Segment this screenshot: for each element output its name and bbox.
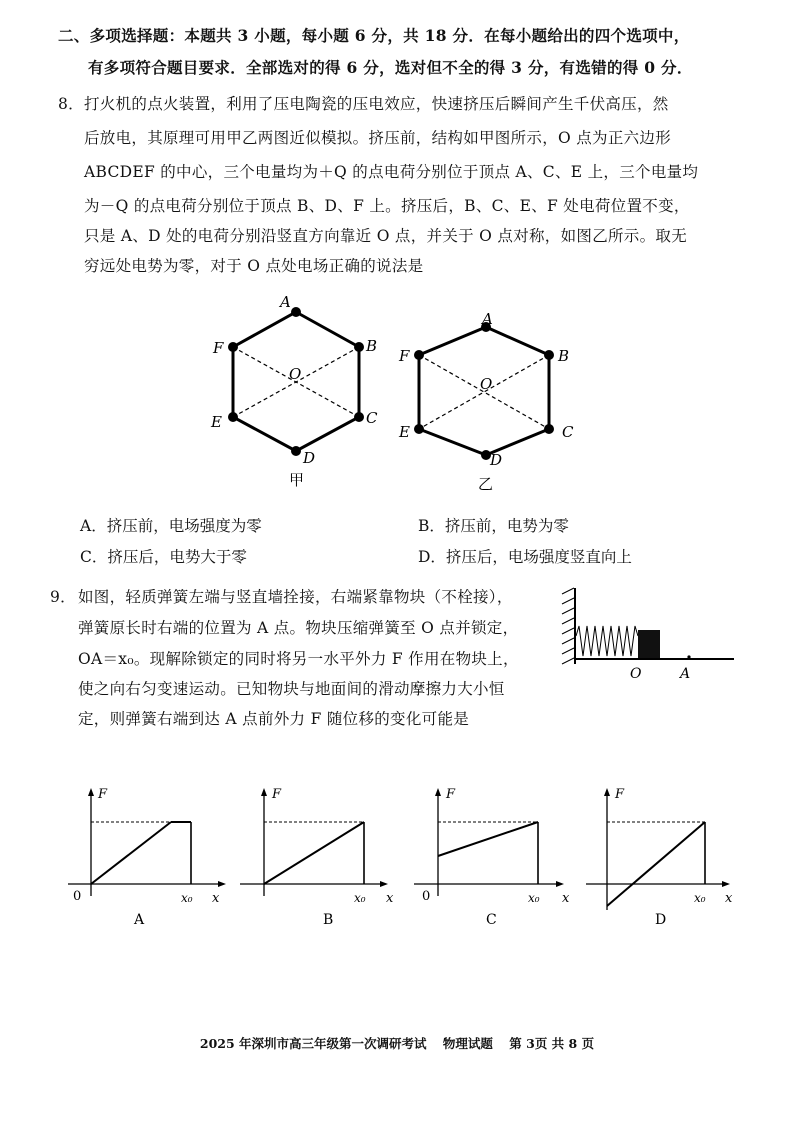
graph-b-xlabel: x	[386, 891, 394, 906]
footer-page: 第 3页 共 8 页	[509, 1036, 595, 1051]
q9-number: 9．	[50, 588, 76, 606]
label-f: F	[213, 339, 224, 357]
graph-b-ylabel: F	[272, 787, 282, 802]
charge-e-yi	[414, 424, 424, 434]
q8-line-4: 为－Q 的点电荷分别位于顶点 B、D、F 上。挤压后，B、C、E、F 处电荷位置不变，	[84, 197, 690, 215]
graph-d	[586, 787, 733, 928]
spring-figure	[560, 580, 740, 680]
graph-d-caption: D	[655, 912, 667, 928]
q8-option-c: C．挤压后，电势大于零	[80, 548, 247, 566]
q8-line-5: 只是 A、D 处的电荷分别沿竖直方向靠近 O 点，并关于 O 点对称，如图乙所示。取无	[84, 227, 687, 245]
point-a-marker	[687, 655, 690, 658]
q8-option-a: A．挤压前，电场强度为零	[80, 517, 262, 535]
q9-line-4: 使之向右匀变速运动。已知物块与地面间的滑动摩擦力大小恒	[78, 680, 505, 698]
graph-a-x0: x₀	[181, 891, 193, 905]
label-a: A	[280, 293, 291, 311]
label-o-yi: O	[480, 375, 493, 393]
graph-c-xlabel: x	[562, 891, 570, 906]
q9-line-2: 弹簧原长时右端的位置为 A 点。物块压缩弹簧至 O 点并锁定，	[78, 619, 519, 637]
graph-c-ylabel: F	[446, 787, 456, 802]
label-b: B	[366, 337, 378, 355]
spring	[576, 626, 638, 656]
label-c: C	[366, 409, 378, 427]
graph-a-origin: 0	[73, 889, 82, 904]
graph-c	[414, 787, 570, 928]
graph-c-x0: x₀	[528, 891, 540, 905]
label-f-yi: F	[399, 347, 410, 365]
graph-d-line	[607, 822, 705, 906]
label-e: E	[211, 413, 222, 431]
graph-c-origin: 0	[422, 889, 431, 904]
q8-option-d: D．挤压后，电场强度竖直向上	[418, 548, 632, 566]
charge-c-yi	[544, 424, 554, 434]
q9-line-3: OA＝x₀。现解除锁定的同时将另一水平外力 F 作用在物块上，	[78, 650, 519, 668]
label-c-yi: C	[562, 423, 574, 441]
charge-f-yi	[414, 350, 424, 360]
caption-yi: 乙	[478, 475, 494, 493]
graph-a-line	[91, 822, 171, 884]
charge-f	[228, 342, 238, 352]
q9-line-1: 如图，轻质弹簧左端与竖直墙拴接，右端紧靠物块（不栓接），	[78, 588, 513, 606]
graph-d-ylabel: F	[615, 787, 625, 802]
section-header-line1: 二、多项选择题：本题共 3 小题，每小题 6 分，共 18 分．在每小题给出的四个选项中，	[58, 26, 690, 45]
q9-line-5: 定，则弹簧右端到达 A 点前外力 F 随位移的变化可能是	[78, 710, 470, 728]
q8-number: 8．	[58, 95, 84, 113]
page-footer	[0, 1034, 794, 1052]
charge-a	[291, 307, 301, 317]
charge-b	[354, 342, 364, 352]
graph-a-caption: A	[134, 912, 145, 928]
caption-jia: 甲	[289, 471, 305, 489]
graph-a-xlabel: x	[212, 891, 220, 906]
label-d-yi: D	[490, 451, 503, 469]
fx-graphs	[0, 778, 794, 928]
q8-line-3: ABCDEF 的中心，三个电量均为＋Q 的点电荷分别位于顶点 A、C、E 上，三个电量均	[84, 163, 699, 181]
graph-b-caption: B	[323, 912, 334, 928]
label-d: D	[303, 449, 316, 467]
footer-exam: 2025 年深圳市高三年级第一次调研考试	[199, 1036, 427, 1051]
charge-b-yi	[544, 350, 554, 360]
section-header-line2: 有多项符合题目要求．全部选对的得 6 分，选对但不全的得 3 分，有选错的得 0 分．	[88, 58, 693, 77]
graph-b-line	[264, 822, 364, 884]
block	[638, 630, 660, 658]
label-e-yi: E	[399, 423, 410, 441]
q8-option-b: B．挤压前，电势为零	[418, 517, 569, 535]
charge-e	[228, 412, 238, 422]
graph-b-x0: x₀	[354, 891, 366, 905]
label-o: O	[289, 365, 302, 383]
graph-c-caption: C	[486, 912, 497, 928]
graph-b	[240, 787, 394, 928]
hexagon-figures	[0, 285, 794, 495]
hexagon-jia	[210, 293, 378, 489]
graph-d-xlabel: x	[725, 891, 733, 906]
footer-subject: 物理试题	[442, 1036, 493, 1051]
graph-c-line	[438, 822, 538, 856]
charge-c	[354, 412, 364, 422]
q8-line-2: 后放电，其原理可用甲乙两图近似模拟。挤压前，结构如甲图所示，O 点为正六边形	[84, 129, 672, 147]
q8-line-1: 打火机的点火装置，利用了压电陶瓷的压电效应，快速挤压后瞬间产生千伏高压，然	[84, 95, 669, 113]
spring-label-a: A	[680, 666, 691, 680]
charge-d	[291, 446, 301, 456]
label-b-yi: B	[558, 347, 570, 365]
q8-line-6: 穷远处电势为零，对于 O 点处电场正确的说法是	[84, 257, 424, 275]
label-a-yi: A	[482, 310, 493, 328]
graph-a	[68, 787, 226, 928]
hexagon-yi	[398, 310, 574, 493]
spring-label-o: O	[630, 666, 642, 680]
graph-d-x0: x₀	[694, 891, 706, 905]
graph-a-ylabel: F	[98, 787, 108, 802]
